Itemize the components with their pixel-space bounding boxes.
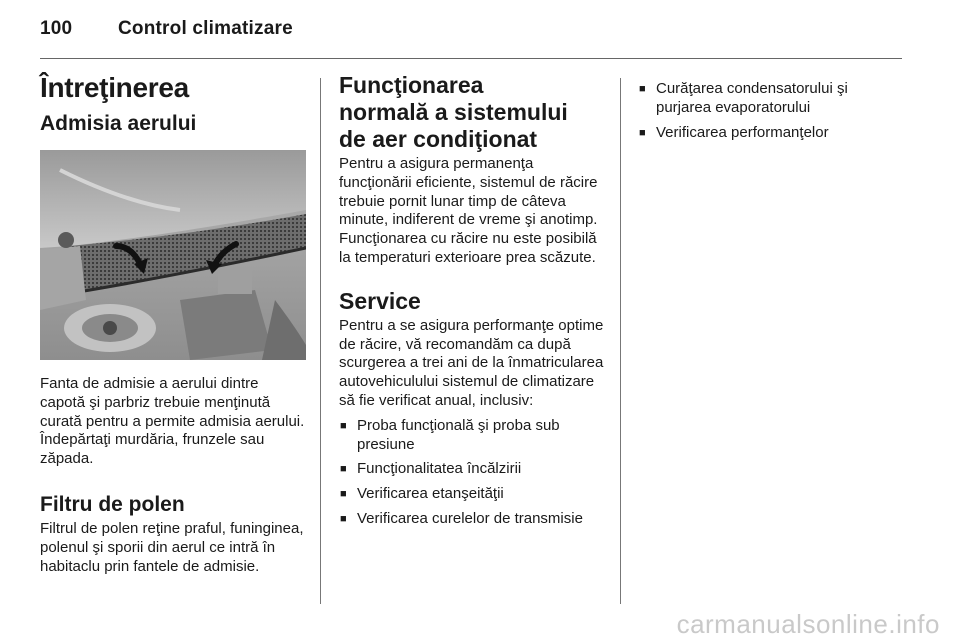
column-divider-2: [620, 78, 621, 604]
chapter-title: Control climatizare: [118, 18, 293, 39]
header-divider: [40, 58, 902, 59]
list-item: ■ Verificarea performanţelor: [638, 124, 898, 143]
normal-operation-text: Pentru a asigura permanenţa funcţionării eficiente, sistemul de răcire trebuie pornit lunar timp de câteva minute, indiferent de vreme şi anotimp. Funcţionarea cu răcire nu este posibilă la temperaturi exterioare prea scăzute.: [339, 155, 598, 266]
list-item: ■ Funcţionalitatea încălzirii: [339, 460, 607, 479]
page-number: 100: [40, 18, 73, 39]
column-divider-1: [320, 78, 321, 604]
heading-pollen-filter: Filtru de polen: [40, 492, 185, 516]
list-item: ■ Curăţarea condensatorului şi purjarea evaporatorului: [638, 80, 898, 118]
engine-bay-photo: [40, 150, 306, 360]
column-right: [638, 80, 898, 148]
service-checklist-continued: [638, 80, 898, 142]
column-middle: [339, 72, 607, 535]
pollen-filter-text: Filtrul de polen reţine praful, funinginea, polenul şi sporii din aerul ce intră în habitaclu prin fantele de admisie.: [40, 519, 304, 575]
air-intake-text: Fanta de admisie a aerului dintre capotă şi parbriz trebuie menţinută curată pentru a permite admisia aerului. Îndepărtaţi murdăria, frunzele sau zăpada.: [40, 375, 305, 468]
heading-normal-operation: Funcţionarea normală a sistemului de aer condiţionat: [339, 72, 568, 152]
list-item: ■ Verificarea curelelor de transmisie: [339, 510, 607, 529]
heading-air-intake: Admisia aerului: [40, 112, 197, 135]
heading-service: Service: [339, 287, 421, 314]
service-text: Pentru a se asigura performanţe optime de răcire, vă recomandăm ca după scurgerea a trei ani de la înmatricularea autovehiculului sistemul de climatizare să fie verificat anual, inclusiv:: [339, 316, 604, 409]
column-left: [40, 72, 306, 576]
list-item: ■ Proba funcţională şi proba sub presiune: [339, 417, 607, 455]
list-item: ■ Verificarea etanşeităţii: [339, 485, 607, 504]
watermark-text: carmanualsonline.info: [676, 609, 940, 639]
section-heading-maintenance: Întreţinerea: [40, 72, 189, 103]
service-checklist: [339, 417, 607, 529]
